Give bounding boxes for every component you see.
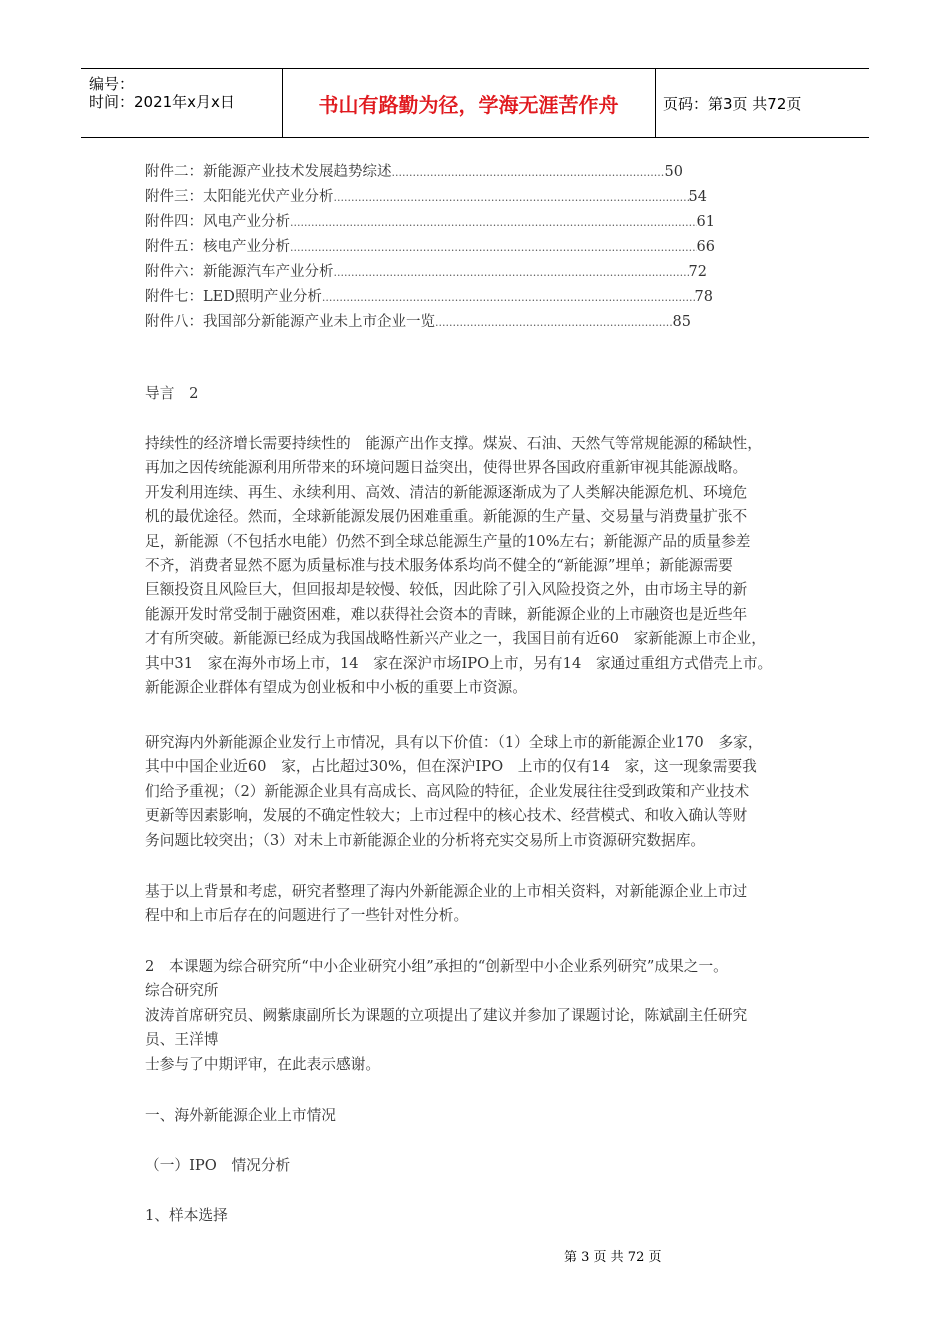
toc-entry-page: 72 xyxy=(688,264,707,280)
sub-subsection-heading: 1、样本选择 xyxy=(145,1207,228,1224)
toc-leader-dots xyxy=(290,210,697,235)
toc-leader-dots xyxy=(334,185,689,210)
text-line: 再加之因传统能源利用所带来的环境问题日益突出，使得世界各国政府重新审视其能源战略。 xyxy=(145,459,748,477)
toc-entry[interactable] xyxy=(145,260,707,285)
toc-entry[interactable] xyxy=(145,235,715,260)
paragraph-scope xyxy=(145,880,825,929)
page-footer: 第 3 页 共 72 页 xyxy=(564,1250,662,1265)
toc-entry-page: 61 xyxy=(696,214,715,230)
text-line: 新能源企业群体有望成为创业板和中小板的重要上市资源。 xyxy=(145,679,527,697)
toc-entry-page: 85 xyxy=(672,314,691,330)
toc-leader-dots xyxy=(322,285,695,310)
time-label: 时间：2021年x月x日 xyxy=(89,93,235,111)
text-line: 务问题比较突出；（3）对未上市新能源企业的分析将充实交易所上市资源研究数据库。 xyxy=(145,831,706,849)
table-of-contents xyxy=(145,160,715,335)
text-line: 不齐，消费者显然不愿为质量标准与技术服务体系均尚不健全的“新能源”埋单；新能源需要 xyxy=(145,557,733,575)
text-line: 才有所突破。新能源已经成为我国战略性新兴产业之一，我国目前有近60 家新能源上市企业， xyxy=(145,630,766,648)
paragraph-footnote xyxy=(145,955,825,1077)
toc-entry[interactable] xyxy=(145,185,707,210)
text-line: 开发利用连续、再生、永续利用、高效、清洁的新能源逐渐成为了人类解决能源危机、环境危 xyxy=(145,483,748,501)
number-label: 编号： xyxy=(89,75,135,93)
text-line: 波涛首席研究员、阙紫康副所长为课题的立项提出了建议并参加了课题讨论，陈斌副主任研究 xyxy=(145,1006,748,1024)
text-line: 足，新能源（不包括水电能）仍然不到全球总能源生产量的10%左右；新能源产品的质量参差 xyxy=(145,532,751,550)
text-line: 2 本课题为综合研究所“中小企业研究小组”承担的“创新型中小企业系列研究”成果之一。 xyxy=(145,958,728,975)
text-line: 基于以上背景和考虑，研究者整理了海内外新能源企业的上市相关资料，对新能源企业上市过 xyxy=(145,883,748,900)
toc-leader-dots xyxy=(334,260,689,285)
text-line: 机的最优途径。然而，全球新能源发展仍困难重重。新能源的生产量、交易量与消费量扩张不 xyxy=(145,508,748,526)
toc-entry-title: 附件四：风电产业分析 xyxy=(145,214,290,230)
text-line: 更新等因素影响，发展的不确定性较大；上市过程中的核心技术、经营模式、和收入确认等财 xyxy=(145,807,748,825)
header-meta-cell xyxy=(81,69,283,137)
header-page-info: 页码：第3页 共72页 xyxy=(663,94,802,113)
text-line: 综合研究所 xyxy=(145,982,219,1000)
toc-entry[interactable] xyxy=(145,210,715,235)
text-line: 持续性的经济增长需要持续性的 能源产出作支撑。煤炭、石油、天然气等常规能源的稀缺性， xyxy=(145,435,762,452)
toc-entry-title: 附件二：新能源产业技术发展趋势综述 xyxy=(145,164,392,180)
toc-entry[interactable] xyxy=(145,160,683,185)
toc-entry-page: 78 xyxy=(694,289,713,305)
toc-leader-dots xyxy=(290,235,697,260)
text-line: 研究海内外新能源企业发行上市情况，具有以下价值：（1）全球上市的新能源企业170 多家， xyxy=(145,734,763,751)
toc-entry-title: 附件八：我国部分新能源产业未上市企业一览 xyxy=(145,314,435,330)
toc-leader-dots xyxy=(392,160,665,185)
text-line: 能源开发时常受制于融资困难，难以获得社会资本的青睐，新能源企业的上市融资也是近些年 xyxy=(145,605,748,623)
toc-entry-title: 附件三：太阳能光伏产业分析 xyxy=(145,189,334,205)
text-line: 们给予重视；（2）新能源企业具有高成长、高风险的特征，企业发展往往受到政策和产业技术 xyxy=(145,782,750,800)
subsection-heading: （一）IPO 情况分析 xyxy=(145,1157,291,1174)
toc-entry-page: 50 xyxy=(664,164,683,180)
text-line: 其中31 家在海外市场上市，14 家在深沪市场IPO上市，另有14 家通过重组方式借壳上市。 xyxy=(145,654,773,672)
toc-leader-dots xyxy=(435,310,673,335)
toc-entry-title: 附件六：新能源汽车产业分析 xyxy=(145,264,334,280)
section-heading: 一、海外新能源企业上市情况 xyxy=(145,1107,336,1124)
toc-entry-title: 附件五：核电产业分析 xyxy=(145,239,290,255)
text-line: 士参与了中期评审，在此表示感谢。 xyxy=(145,1055,381,1073)
paragraph-value xyxy=(145,731,825,853)
toc-entry[interactable] xyxy=(145,285,713,310)
toc-entry-title: 附件七：LED照明产业分析 xyxy=(145,289,322,305)
toc-entry[interactable] xyxy=(145,310,691,335)
toc-entry-page: 54 xyxy=(688,189,707,205)
text-line: 巨额投资且风险巨大，但回报却是较慢、较低，因此除了引入风险投资之外，由市场主导的新 xyxy=(145,581,748,599)
paragraph-background xyxy=(145,432,825,700)
page-header xyxy=(81,68,869,138)
intro-heading: 导言 2 xyxy=(145,385,199,402)
header-motto: 书山有路勤为径，学海无涯苦作舟 xyxy=(282,69,656,137)
text-line: 其中中国企业近60 家，占比超过30%，但在深沪IPO 上市的仅有14 家，这一现象需要我 xyxy=(145,758,757,776)
text-line: 程中和上市后存在的问题进行了一些针对性分析。 xyxy=(145,907,469,925)
toc-entry-page: 66 xyxy=(696,239,715,255)
text-line: 员、王洋博 xyxy=(145,1031,219,1049)
